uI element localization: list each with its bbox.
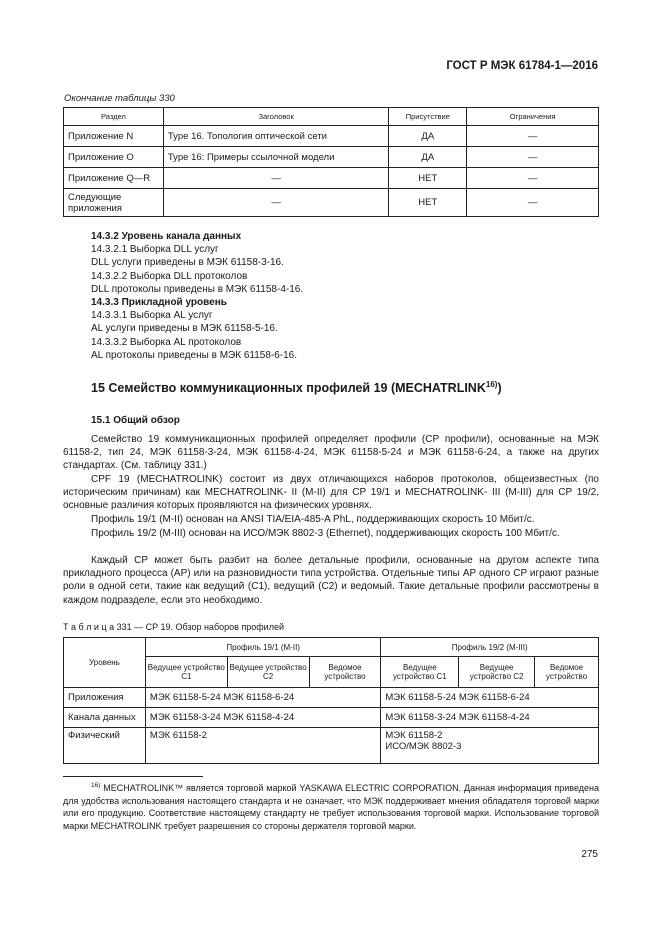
column-subheader: Ведомое устройство — [535, 657, 599, 688]
table-330-caption: Окончание таблицы 330 — [64, 93, 175, 104]
table-cell: — — [163, 168, 388, 189]
table-cell: Приложение N — [64, 126, 164, 147]
table-cell: — — [467, 147, 599, 168]
column-subheader: Ведущее устройство C2 — [227, 657, 309, 688]
table-row — [64, 126, 599, 147]
subsection-heading: 14.3.3 Прикладной уровень — [91, 297, 227, 309]
table-row — [64, 147, 599, 168]
text-line: AL протоколы приведены в МЭК 61158-6-16. — [91, 349, 298, 361]
table-cell: Приложение Q—R — [64, 168, 164, 189]
text-line: 14.3.3.1 Выборка AL услуг — [91, 310, 213, 322]
table-row — [64, 189, 599, 217]
text-line: AL услуги приведены в МЭК 61158-5-16. — [91, 323, 278, 335]
column-subheader: Ведущее устройство C1 — [381, 657, 459, 688]
footnote-text: MECHATROLINK™ является торговой маркой YASKAWA ELECTRIC CORPORATION. Данная информация приведена для удобства использования настоящего стандарта и не означает, что МЭК поддерживает мнения обладателя торговой марки или его продукцию. Соответствие настоящему стандарту не требует использования торговой марки. Использование торговой марки MECHATROLINK требует разрешения со стороны держателя торговой марки. — [63, 783, 599, 831]
subsection-heading: 14.3.2 Уровень канала данных — [91, 231, 242, 242]
column-subheader: Ведущее устройство C1 — [145, 657, 227, 688]
table-330 — [63, 107, 599, 217]
text-line: 14.3.3.2 Выборка AL протоколов — [91, 336, 242, 348]
column-header: Ограничения — [467, 108, 599, 126]
heading-text: 15 Семейство коммуникационных профилей 19 (MECHATRLINK — [91, 381, 486, 396]
table-cell — [381, 728, 599, 764]
column-header: Профиль 19/2 (M-III) — [381, 638, 599, 657]
table-row — [64, 688, 599, 708]
section-15-heading — [91, 380, 502, 395]
table-cell: МЭК 61158-5-24 МЭК 61158-6-24 — [145, 688, 380, 708]
table-header-row — [64, 108, 599, 126]
paragraph: CPF 19 (MECHATROLINK) состоит из двух отличающихся наборов протоколов, общеизвестных (по историческим причинам) как MECHATROLINK- II (M-II) для CP 19/1 и MECHATROLINK- III (M-III) для CP 19/2, основные различия которых проявляются на физических уровнях. — [63, 474, 599, 512]
cell-line: МЭК 61158-2 — [385, 730, 443, 741]
section-14-3-text — [91, 230, 303, 362]
table-cell: — — [467, 168, 599, 189]
table-cell: Канала данных — [64, 708, 146, 728]
column-header: Профиль 19/1 (M-II) — [145, 638, 380, 657]
text-line: 14.3.2.1 Выборка DLL услуг — [91, 244, 219, 256]
table-cell: ДА — [389, 126, 467, 147]
table-cell: Приложения — [64, 688, 146, 708]
table-cell: МЭК 61158-2 — [145, 728, 380, 764]
cell-line: ИСО/МЭК 8802-3 — [385, 741, 462, 752]
column-subheader: Ведущее устройство C2 — [459, 657, 535, 688]
table-header-row — [64, 638, 599, 657]
table-cell: ДА — [389, 147, 467, 168]
table-row — [64, 728, 599, 764]
table-cell: НЕТ — [389, 168, 467, 189]
column-subheader: Ведомое устройство — [309, 657, 381, 688]
table-cell: — — [467, 126, 599, 147]
table-cell: НЕТ — [389, 189, 467, 217]
column-header: Уровень — [64, 638, 146, 688]
document-header: ГОСТ Р МЭК 61784-1—2016 — [446, 60, 598, 72]
table-331 — [63, 637, 599, 764]
paragraph: Профиль 19/1 (M-II) основан на ANSI TIA/EIA-485-A PhL, поддерживающих скорость 10 Мбит/с. — [91, 514, 535, 525]
table-cell: Type 16. Топология оптической сети — [163, 126, 388, 147]
table-cell: Приложение O — [64, 147, 164, 168]
table-cell: Type 16: Примеры ссылочной модели — [163, 147, 388, 168]
heading-end: ) — [497, 381, 502, 396]
table-row — [64, 168, 599, 189]
footnote — [63, 780, 599, 832]
table-cell: МЭК 61158-3-24 МЭК 61158-4-24 — [145, 708, 380, 728]
table-cell: МЭК 61158-5-24 МЭК 61158-6-24 — [381, 688, 599, 708]
table-cell: — — [163, 189, 388, 217]
table-cell: МЭК 61158-3-24 МЭК 61158-4-24 — [381, 708, 599, 728]
table-cell: Физический — [64, 728, 146, 764]
column-header: Раздел — [64, 108, 164, 126]
paragraph: Профиль 19/2 (M-III) основан на ИСО/МЭК 8802-3 (Ethernet), поддерживающих скорость 100 Мбит/с. — [91, 528, 560, 539]
page-number: 275 — [581, 849, 598, 860]
text-line: 14.3.2.2 Выборка DLL протоколов — [91, 270, 248, 282]
section-15-1-heading: 15.1 Общий обзор — [91, 415, 180, 426]
footnote-mark: 16) — [91, 782, 101, 789]
footnote-separator — [63, 776, 203, 777]
paragraph: Семейство 19 коммуникационных профилей определяет профили (CP профили), основанные на МЭК 61158-2, тип 24, МЭК 61158-3-24, МЭК 61158-4-24, МЭК 61158-5-24 и МЭК 61158-6-24, а также на других стандартах. (См. таблицу 331.) — [63, 434, 599, 472]
footnote-ref: 16) — [485, 380, 498, 389]
table-cell: Следующие приложения — [64, 189, 164, 217]
column-header: Присутствие — [389, 108, 467, 126]
table-row — [64, 708, 599, 728]
table-cell: — — [467, 189, 599, 217]
paragraph: Каждый CP может быть разбит на более детальные профили, основанные на другом аспекте типа прикладного процесса (AP) или на разновидности типа устройства. Отдельные типы AP одного CP играют разные роли в одной сети, такие как ведущий (C1), ведущий (C2) и ведомый. Такие детальные профили рассмотрены в каждом подразделе, если это необходимо. — [63, 555, 599, 606]
table-331-caption: Т а б л и ц а 331 — CP 19. Обзор наборов профилей — [63, 622, 284, 632]
text-line: DLL протоколы приведены в МЭК 61158-4-16. — [91, 283, 304, 295]
column-header: Заголовок — [163, 108, 388, 126]
text-line: DLL услуги приведены в МЭК 61158-3-16. — [91, 257, 284, 269]
